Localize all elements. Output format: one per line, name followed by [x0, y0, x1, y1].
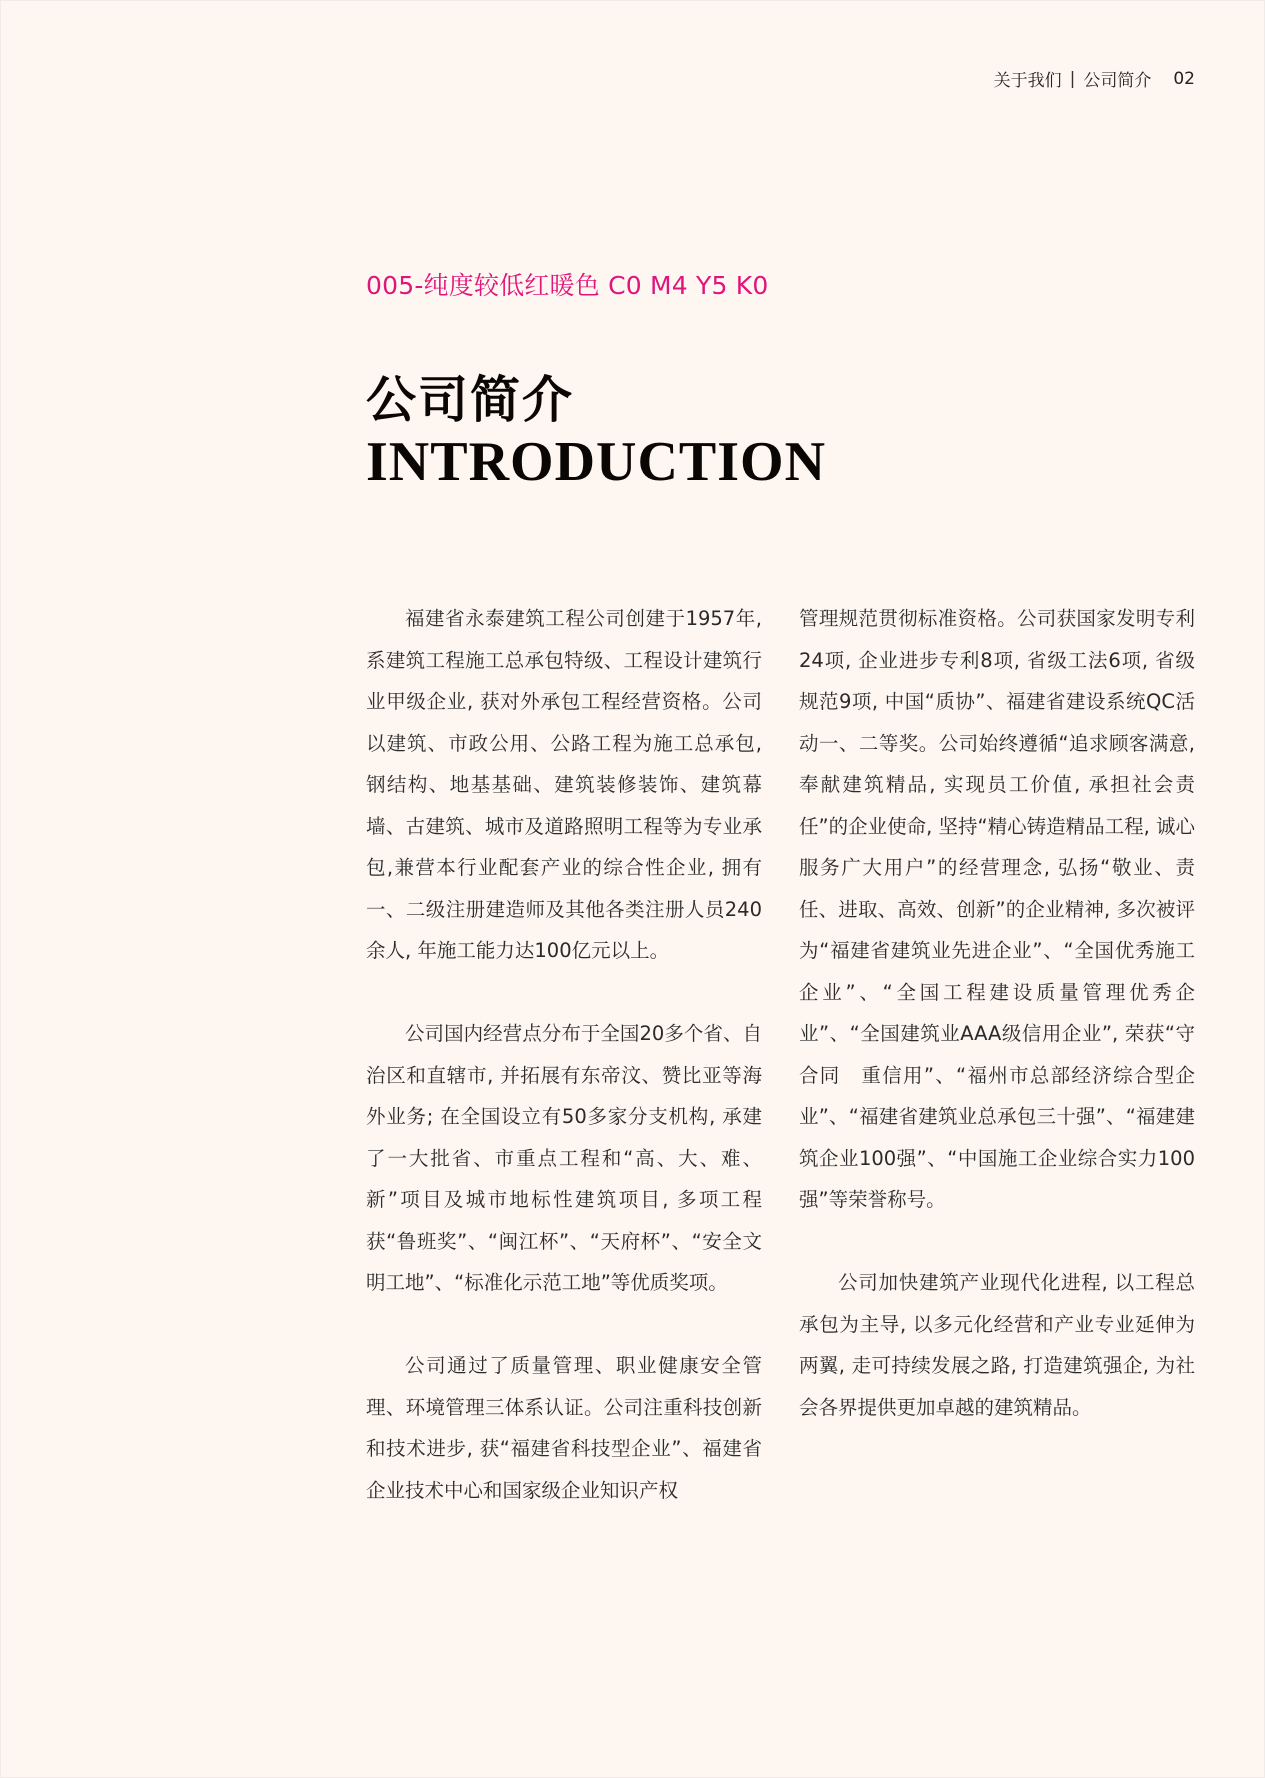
right-text-column: [799, 598, 1195, 1470]
left-text-column: [366, 598, 762, 1553]
body-paragraph: 公司加快建筑产业现代化进程, 以工程总承包为主导, 以多元化经营和产业专业延伸为两翼, 走可持续发展之路, 打造建筑强企, 为社会各界提供更加卓越的建筑精品。: [799, 1271, 1195, 1419]
body-paragraph: 公司通过了质量管理、职业健康安全管理、环境管理三体系认证。公司注重科技创新和技术进步, 获“福建省科技型企业”、福建省企业技术中心和国家级企业知识产权: [366, 1354, 762, 1502]
body-paragraph: 公司国内经营点分布于全国20多个省、自治区和直辖市, 并拓展有东帝汶、赞比亚等海外业务; 在全国设立有50多家分支机构, 承建了一大批省、市重点工程和“高、大、难、新”项目及城市地标性建筑项目, 多项工程获“鲁班奖”、“闽江杯”、“天府杯”、“安全文明工地”、“标准化示范工地”等优质奖项。: [366, 1022, 762, 1294]
page-number: 02: [1173, 68, 1195, 89]
header-subsection: 公司简介: [1083, 71, 1152, 91]
page-title-english: INTRODUCTION: [366, 431, 827, 493]
body-paragraph: 福建省永泰建筑工程公司创建于1957年,系建筑工程施工总承包特级、工程设计建筑行业甲级企业, 获对外承包工程经营资格。公司以建筑、市政公用、公路工程为施工总承包,钢结构、地基基础、建筑装修装饰、建筑幕墙、古建筑、城市及道路照明工程等为专业承包,兼营本行业配套产业的综合性企业, 拥有一、二级注册建造师及其他各类注册人员240余人, 年施工能力达100亿元以上。: [366, 607, 762, 962]
color-spec-label: 005-纯度较低红暖色 C0 M4 Y5 K0: [366, 271, 769, 300]
header-separator: |: [1069, 68, 1076, 89]
running-header: [994, 66, 1195, 91]
page-title-chinese: 公司简介: [366, 370, 574, 429]
header-section: 关于我们: [993, 71, 1062, 91]
body-paragraph-continued: 管理规范贯彻标准资格。公司获国家发明专利24项, 企业进步专利8项, 省级工法6项, 省级规范9项, 中国“质协”、福建省建设系统QC活动一、二等奖。公司始终遵循“追求顾客满意, 奉献建筑精品, 实现员工价值, 承担社会责任”的企业使命, 坚持“精心铸造精品工程, 诚心服务广大用户”的经营理念, 弘扬“敬业、责任、进取、高效、创新”的企业精神, 多次被评为“福建省建筑业先进企业”、“全国优秀施工企业”、“全国工程建设质量管理优秀企业”、“全国建筑业AAA级信用企业”, 荣获“守合同 重信用”、“福州市总部经济综合型企业”、“福建省建筑业总承包三十强”、“福建建筑企业100强”、“中国施工企业综合实力100强”等荣誉称号。: [799, 607, 1195, 1211]
